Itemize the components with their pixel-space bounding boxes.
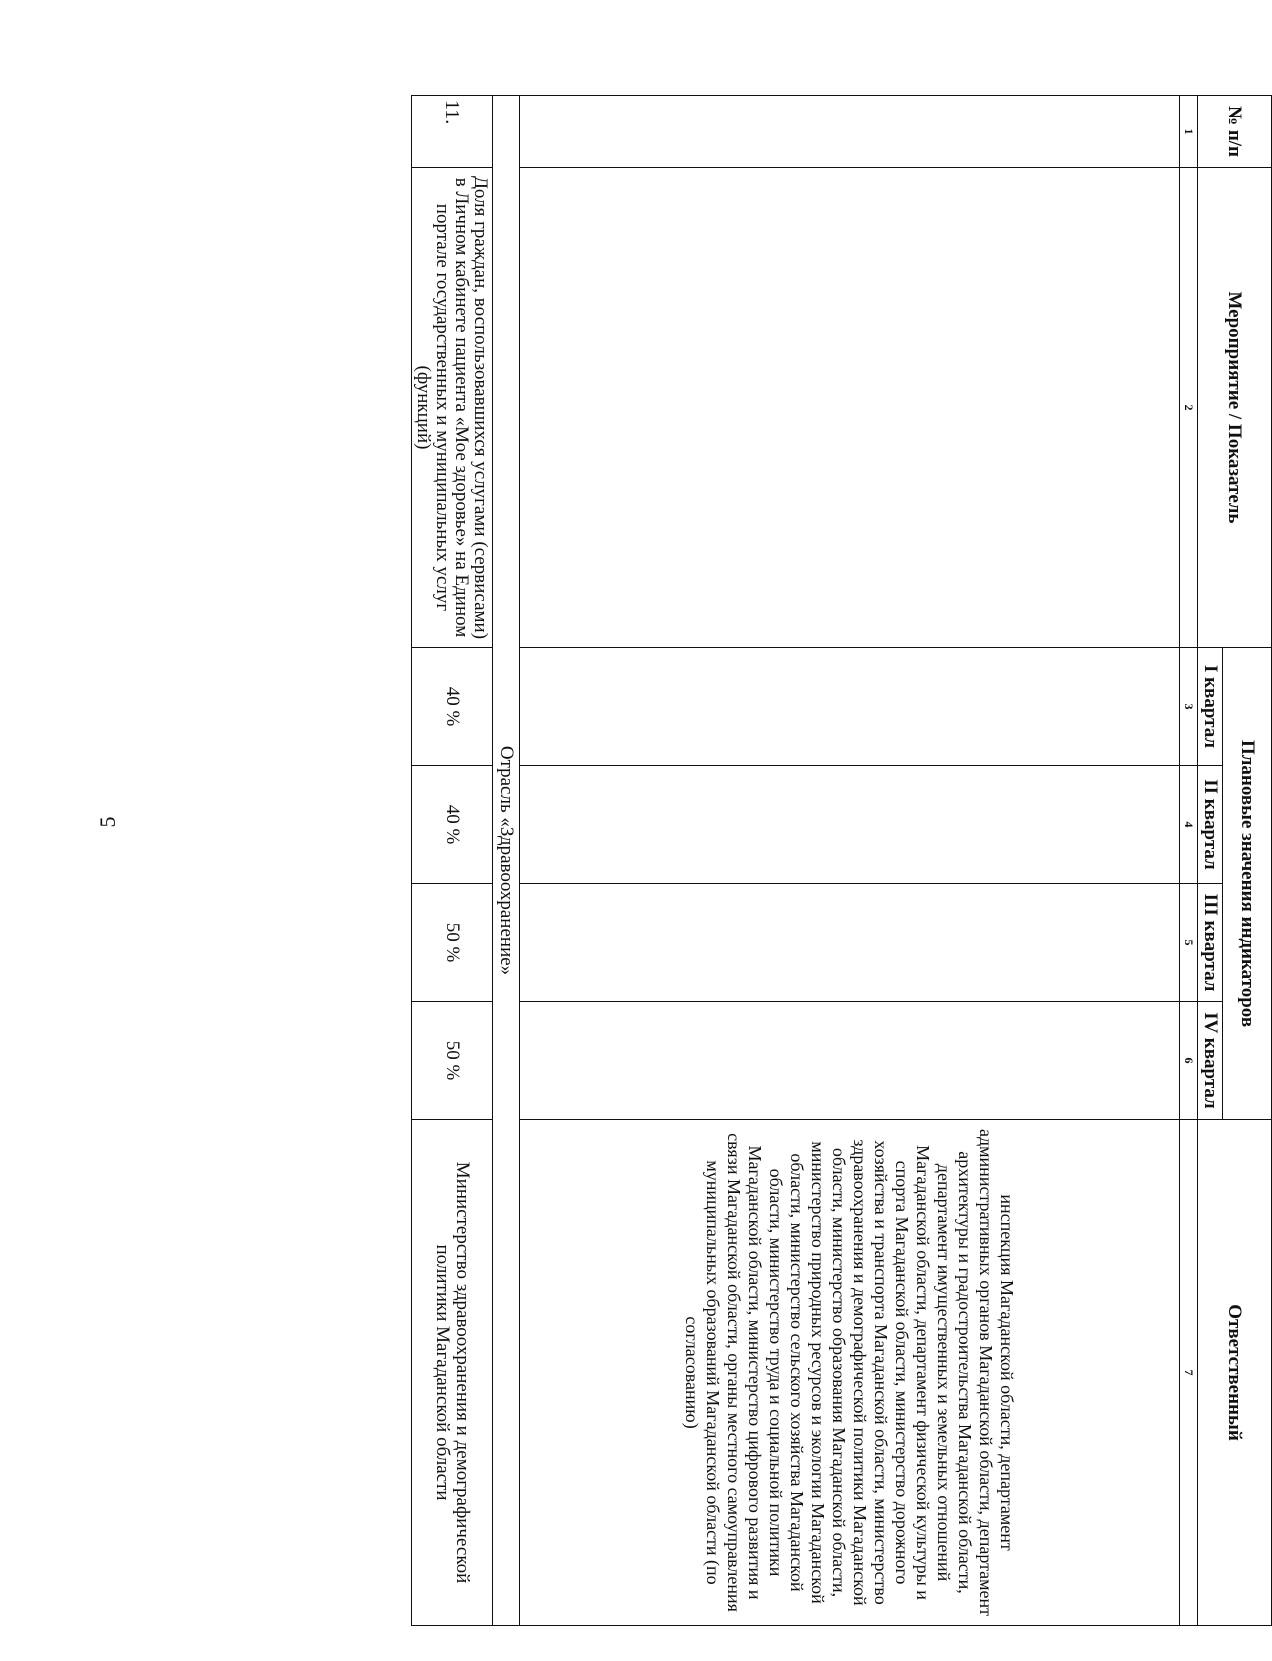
column-number: 6 (1180, 1002, 1198, 1120)
indicator-cell: Доля граждан, воспользовавшихся услугами (сервисами) в Личном кабинете пациента «Мое здоровье» на Едином портале государственных и муниципальных услуг (функций) (412, 168, 493, 648)
indicators-table (411, 95, 1272, 1626)
responsible-cell: Министерство здравоохранения и демографической политики Магаданской области (412, 1120, 493, 1626)
empty-cell (520, 766, 1180, 884)
header-num: № п/п (1198, 96, 1272, 168)
rotated-table-container (413, 95, 1272, 1625)
header-measure: Мероприятие / Показатель (1198, 168, 1272, 648)
header-row-1 (1223, 96, 1272, 1626)
section-row (493, 96, 520, 1626)
table-row-continued (520, 96, 1180, 1626)
header-planned: Плановые значения индикаторов (1223, 648, 1272, 1120)
row-number: 11. (412, 96, 493, 168)
column-numbers-row (1180, 96, 1198, 1626)
column-number: 4 (1180, 766, 1198, 884)
empty-cell (520, 884, 1180, 1002)
header-q1: I квартал (1198, 648, 1223, 766)
q2-value: 40 % (412, 766, 493, 884)
column-number: 1 (1180, 96, 1198, 168)
header-q4: IV квартал (1198, 1002, 1223, 1120)
header-q2: II квартал (1198, 766, 1223, 884)
empty-cell (520, 168, 1180, 648)
responsible-cell: инспекция Магаданской области, департамент административных органов Магаданской области, департамент архитектуры и градостроительства Магаданской области, департамент имущественных и земельных отношений Магаданской области, департамент физической культуры и спорта Магаданской области, министерство дорожного хозяйства и транспорта Магаданской области, министерство здравоохранения и демографической политики Магаданской области, министерство образования Магаданской области, министерство природных ресурсов и экологии Магаданской области, министерство сельского хозяйства Магаданской области, министерство труда и социальной политики Магаданской области, министерство цифрового развития и связи Магаданской области, органы местного самоуправления муниципальных образований Магаданской области (по согласованию) (520, 1120, 1180, 1626)
q1-value: 40 % (412, 648, 493, 766)
q3-value: 50 % (412, 884, 493, 1002)
empty-cell (520, 1002, 1180, 1120)
column-number: 7 (1180, 1120, 1198, 1626)
empty-cell (520, 648, 1180, 766)
column-number: 5 (1180, 884, 1198, 1002)
column-number: 2 (1180, 168, 1198, 648)
page-number: 5 (95, 816, 120, 828)
q4-value: 50 % (412, 1002, 493, 1120)
section-title: Отрасль «Здравоохранение» (493, 96, 520, 1626)
header-responsible: Ответственный (1198, 1120, 1272, 1626)
table-row (412, 96, 493, 1626)
empty-cell (520, 96, 1180, 168)
column-number: 3 (1180, 648, 1198, 766)
header-q3: III квартал (1198, 884, 1223, 1002)
